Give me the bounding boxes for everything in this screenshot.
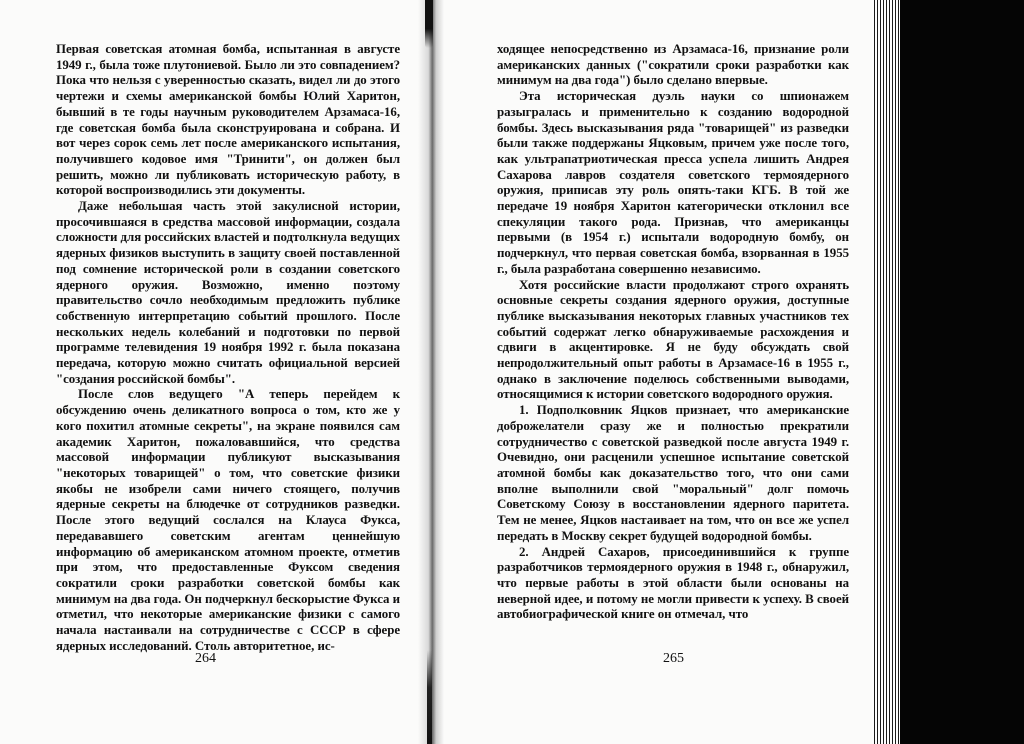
paragraph: Первая советская атомная бомба, испытанная в августе 1949 г., была тоже плутониевой. Было ли это совпадением? Пока что нельзя с уверенностью сказать, видел ли до этого чертежи и схемы американской бомбы Юлий Харитон, бывший в те годы научным руководителем Арзамаса-16, где советская бомба была сконструирована и собрана. И вот через сорок семь лет после американского испытания, получившего кодовое имя "Тринити", он должен был решить, можно ли публиковать историческую работу, в которой воспроизводились эти документы. [56, 42, 400, 198]
paragraph: Хотя российские власти продолжают строго охранять основные секреты создания ядерного оружия, доступные публике высказывания некоторых главных участников тех событий содержат легко обнаруживаемые расхождения и сдвиги в акцентировке. Я не буду обсуждать свой непродолжительный опыт работы в Арзамасе-16 в 1955 г., однако в заключение поделюсь собственными выводами, относящимися к истории советского водородного оружия. [497, 277, 849, 402]
paragraph: ходящее непосредственно из Арзамаса-16, признание роли американских данных ("сократили сроки разработки как минимум на два года") было сделано впервые. [497, 42, 849, 88]
gutter-shadow-top [425, 0, 433, 48]
left-page-text [56, 42, 400, 654]
paragraph: 2. Андрей Сахаров, присоединившийся к группе разработчиков термоядерного оружия в 1948 г., обнаружил, что первые работы в этой области были основаны на неверной идее, и потому не могли привести к успеху. В своей автобиографической книге он отмечал, что [497, 544, 849, 622]
page-edges [872, 0, 900, 744]
right-page-text [497, 42, 849, 623]
gutter-shadow-bottom [427, 650, 432, 744]
page-number-left: 264 [195, 651, 216, 666]
paragraph: Даже небольшая часть этой закулисной истории, просочившаяся в средства массовой информации, создала сложности для российских властей и подтолкнула ведущих ядерных физиков выступить в защиту своей поставленной под сомнение исторической роли в создании советского ядерного оружия. Возможно, именно поэтому правительство сочло необходимым предложить публике собственную интерпретацию событий прошлого. После нескольких недель колебаний и подготовки по первой программе телевидения 19 ноября 1992 г. была показана передача, которую можно считать официальной версией "создания российской бомбы". [56, 199, 400, 386]
book-gutter [418, 0, 444, 744]
scan-background [900, 0, 1024, 744]
paragraph: Эта историческая дуэль науки со шпионажем разыгралась и применительно к созданию водородной бомбы. Здесь высказывания ряда "товарищей" из разведки были также поддержаны Яцковым, причем уже после того, как ультрапатриотическая пресса успела лишить Андрея Сахарова лавров создателя советского термоядерного оружия, приписав эту роль опять-таки КГБ. В той же передаче 19 ноября Харитон категорически отклонил все спекуляции такого рода. Признав, что американцы первыми (в 1954 г.) испытали водородную бомбу, он подчеркнул, что первая советская бомба, взорванная в 1955 г., была разработана совершенно независимо. [497, 89, 849, 276]
paragraph: После слов ведущего "А теперь перейдем к обсуждению очень деликатного вопроса о том, кто же у кого похитил атомные секреты", на экране появился сам академик Харитон, пожаловавшийся, что средства массовой информации публикуют высказывания "некоторых товарищей" о том, что советские физики якобы не изобрели сами ничего стоящего, получив ядерные секреты на блюдечке от сотрудников разведки. После этого ведущий сослался на Клауса Фукса, передававшего советским агентам ценнейшую информацию об американском атомном проекте, отметив при этом, что предоставленные Фуксом сведения сократили сроки разработки советской бомбы как минимум на два года. Он подчеркнул бескорыстие Фукса и отметил, что некоторые американские физики с самого начала настаивали на сотрудничестве с СССР в сфере ядерных исследований. Столь авторитетное, ис- [56, 387, 400, 653]
page-number-right: 265 [663, 651, 684, 666]
paragraph: 1. Подполковник Яцков признает, что американские доброжелатели сразу же и полностью прекратили сотрудничество с советской разведкой после августа 1949 г. Очевидно, они расценили успешное испытание советской атомной бомбы как доказательство того, что они сами вполне выполнили свой "моральный" долг помочь Советскому Союзу в восстановлении ядерного паритета. Тем не менее, Яцков настаивает на том, что он все же успел передать в Москву секрет будущей водородной бомбы. [497, 403, 849, 543]
